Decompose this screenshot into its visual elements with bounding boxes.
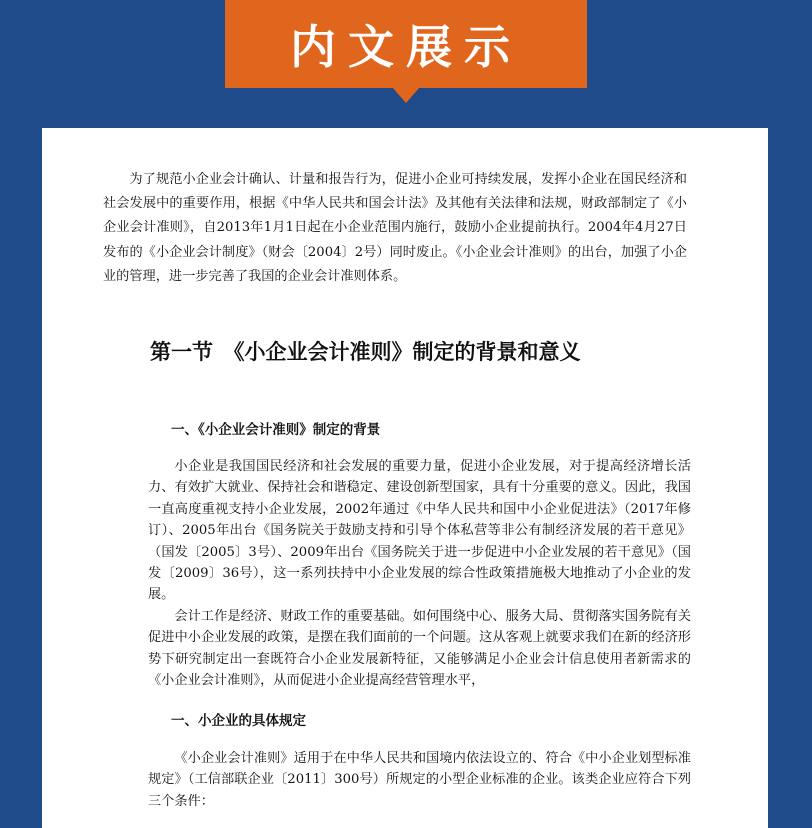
subsection-heading-rules: 一、小企业的具体规定 xyxy=(171,713,306,729)
subsection-body-background xyxy=(148,456,691,691)
banner-title: 内文展示 xyxy=(290,20,522,74)
intro-section xyxy=(103,168,687,289)
banner-notch xyxy=(392,87,420,103)
section-title: 第一节 《小企业会计准则》制定的背景和意义 xyxy=(150,340,581,364)
paragraph-background-2: 会计工作是经济、财政工作的重要基础。如何围绕中心、服务大局、贯彻落实国务院有关促进中小企业发展的政策，是摆在我们面前的一个问题。这从客观上就要求我们在新的经济形势下研究制定出一套既符合小企业发展新特征，又能够满足小企业会计信息使用者新需求的《小企业会计准则》，从而促进小企业提高经营管理水平， xyxy=(148,608,691,689)
intro-paragraph: 为了规范小企业会计确认、计量和报告行为，促进小企业可持续发展，发挥小企业在国民经济和社会发展中的重要作用，根据《中华人民共和国会计法》及其他有关法律和法规，财政部制定了《小企业会计准则》，自2013年1月1日起在小企业范围内施行，鼓励小企业提前执行。2004年4月27日发布的《小企业会计制度》（财会〔2004〕2号）同时废止。《小企业会计准则》的出台，加强了小企业的管理，进一步完善了我国的企业会计准则体系。 xyxy=(103,172,687,284)
subsection-heading-background: 一、《小企业会计准则》制定的背景 xyxy=(171,422,381,438)
paragraph-rules-1: 《小企业会计准则》适用于在中华人民共和国境内依法设立的、符合《中小企业划型标准规定》（工信部联企业〔2011〕300号）所规定的小型企业标准的企业。该类企业应符合下列三个条件： xyxy=(148,751,691,809)
paragraph-background-1: 小企业是我国国民经济和社会发展的重要力量，促进小企业发展，对于提高经济增长活力、有效扩大就业、保持社会和谐稳定、建设创新型国家，具有十分重要的意义。因此，我国一直高度重视支持小企业发展，2002年通过《中华人民共和国中小企业促进法》（2017年修订）、2005年出台《国务院关于鼓励支持和引导个体私营等非公有制经济发展的若干意见》（国发〔2005〕3号）、2009年出台《国务院关于进一步促进中小企业发展的若干意见》（国发〔2009〕36号），这一系列扶持中小企业发展的综合性政策措施极大地推动了小企业的发展。 xyxy=(148,459,691,603)
subsection-body-rules xyxy=(148,748,691,812)
